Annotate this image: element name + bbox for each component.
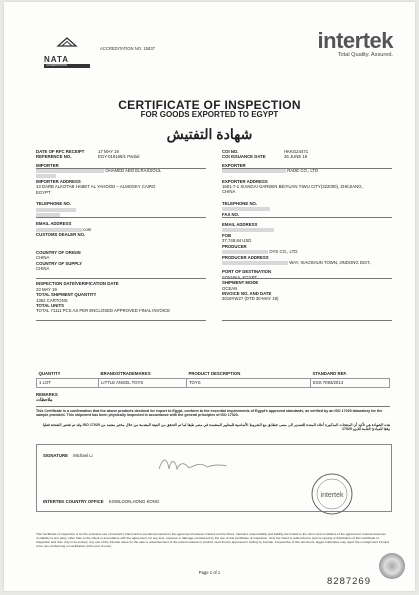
shipment-mode-value: OCEAN bbox=[222, 285, 238, 291]
nata-emblem-icon bbox=[44, 36, 90, 50]
reference-value: EGY-019169/1 Partial bbox=[98, 154, 140, 160]
redacted-block bbox=[36, 208, 76, 212]
customs-dealer-label: CUSTOMS DEALER NO. bbox=[36, 232, 86, 238]
total-qty-label: TOTAL SHIPMENT QUANTITY bbox=[36, 292, 97, 298]
remarks-label: REMARKS bbox=[36, 392, 58, 397]
intertek-wordmark: intertek bbox=[317, 28, 393, 53]
coi-label: COI NO. bbox=[222, 149, 239, 154]
fob-label: FOB bbox=[222, 232, 232, 238]
intertek-tagline: Total Quality. Assured. bbox=[337, 52, 393, 58]
producer-address-label: PRODUCER ADDRESS bbox=[222, 254, 269, 260]
producer-value: OYS CO., LTD. bbox=[269, 249, 299, 255]
redacted-block bbox=[222, 169, 286, 173]
table-header-cell: QUANTITY bbox=[37, 370, 99, 379]
importer-address-label: IMPORTER ADDRESS bbox=[36, 179, 81, 185]
redacted-block bbox=[36, 169, 104, 173]
producer-label: PRODUCER bbox=[222, 243, 247, 249]
divider bbox=[36, 320, 206, 321]
importer-value: OHAMED ABO ELRASSOUL bbox=[105, 168, 162, 174]
divider bbox=[36, 278, 206, 279]
remarks bbox=[36, 392, 58, 403]
certification-statement-arabic: هذه الشهادة هي تأكيد أن المنتجات المذكورة أعلاه المعدة للتصدير الى مصر، تتطابق مع الشروط الأساسية للمعايير المعتمدة في مصر طبقا لما تم التحقق من العينة المقدمة من خلال مختبر معتمد من 17025 ISO وقد تم فحص الشحنة فعليا وفقا للمبادئ العامة للايزو 17020 bbox=[43, 423, 390, 432]
office-row bbox=[43, 499, 159, 504]
nata-sub: ACCREDITATION bbox=[44, 64, 90, 68]
remarks-arabic: ملاحظات bbox=[36, 397, 53, 403]
total-units-value: TOTAL 71111 PCS AS PER ENCLOSED APPROVED FINAL INVOICE bbox=[36, 308, 170, 314]
redacted-block bbox=[36, 174, 56, 178]
email-label-left: EMAIL ADDRESS bbox=[36, 221, 72, 227]
table-cell: 1 LOT bbox=[37, 379, 99, 388]
exporter-country: CHINA bbox=[222, 189, 236, 195]
fob-value: 37,748.84 USD bbox=[222, 238, 252, 244]
date-rfc-label: DATE OF RFC RECEIPT bbox=[36, 149, 85, 154]
table-cell: ESS 7093/2014 bbox=[311, 379, 390, 388]
table-header-cell: BRANDS/TRADEMARKS bbox=[99, 370, 187, 379]
signature-label: SIGNATURE bbox=[43, 453, 68, 458]
product-table bbox=[36, 370, 390, 388]
divider bbox=[222, 168, 392, 169]
importer-label: IMPORTER bbox=[36, 162, 59, 168]
office-label: INTERTEK COUNTRY OFFICE bbox=[43, 499, 104, 504]
nata-logo bbox=[44, 36, 94, 68]
page-number: Page 1 of 1 bbox=[198, 570, 221, 575]
coi-date-value: 26 JUNE 19 bbox=[284, 154, 308, 160]
divider bbox=[36, 168, 206, 169]
left-column bbox=[36, 149, 206, 314]
divider bbox=[36, 217, 206, 218]
port-value: SOKHNA, EGYPT bbox=[222, 274, 258, 280]
divider bbox=[222, 278, 392, 279]
importer-address-value: 13 DARB ALKOTAB HABET AL YAHOOD – ALMOSKY CAIRO bbox=[36, 184, 156, 190]
origin-value: CHINA bbox=[36, 255, 50, 261]
origin-label: COUNTRY OF ORIGIN bbox=[36, 249, 81, 255]
redacted-block bbox=[222, 228, 274, 232]
stamp-text: intertek bbox=[320, 492, 344, 499]
hologram-seal-icon bbox=[379, 553, 405, 579]
telephone-label-right: TELEPHONE NO. bbox=[222, 200, 258, 206]
signature-row bbox=[43, 453, 93, 458]
supply-value: CHINA bbox=[36, 265, 50, 271]
table-cell: TOYS bbox=[187, 379, 311, 388]
inspection-date-label: INSPECTION DATE/VERIFICATION DATE bbox=[36, 281, 119, 287]
table-header-cell: STANDARD REF. bbox=[311, 370, 390, 379]
certificate-title-arabic: شهادة التفتيش bbox=[166, 126, 253, 142]
shipment-mode-label: SHIPMENT MODE bbox=[222, 280, 259, 286]
invoice-label: INVOICE NO. AND DATE bbox=[222, 290, 272, 296]
port-label: PORT OF DESTINATION bbox=[222, 269, 272, 275]
divider bbox=[222, 320, 392, 321]
invoice-value: 2019YW27 (DTD 30-MAY 19) bbox=[222, 296, 279, 302]
table-cell: LITTLE ANGEL TOYS bbox=[99, 379, 187, 388]
exporter-label: EXPORTER bbox=[222, 162, 246, 168]
divider bbox=[222, 217, 392, 218]
nata-text: NATA bbox=[44, 55, 70, 64]
importer-country: EGYPT bbox=[36, 189, 51, 195]
redacted-block bbox=[222, 207, 270, 211]
certificate-subtitle: FOR GOODS EXPORTED TO EGYPT bbox=[140, 110, 279, 119]
email-value-left: .com bbox=[82, 226, 92, 232]
redacted-block bbox=[36, 228, 82, 232]
telephone-label-left: TELEPHONE NO. bbox=[36, 201, 72, 207]
intertek-logo bbox=[318, 30, 393, 58]
table-header-row bbox=[37, 370, 390, 379]
signature-name: Michael Li bbox=[73, 453, 93, 458]
inspection-date-value: 23 MAY 19 bbox=[36, 286, 57, 292]
divider bbox=[36, 406, 390, 407]
date-rfc-value: 17 MAY 19 bbox=[98, 149, 119, 154]
total-units-label: TOTAL UNITS bbox=[36, 302, 64, 308]
office-value: KOWLOON,HONG KONG bbox=[108, 499, 160, 504]
total-qty-value: 1362 CARTONS bbox=[36, 297, 68, 303]
handwritten-signature bbox=[155, 453, 245, 475]
serial-number: 8287269 bbox=[327, 576, 371, 587]
table-header-cell: PRODUCT DESCRIPTION bbox=[187, 370, 311, 379]
coi-date-label: COI ISSUANCE DATE bbox=[222, 154, 266, 160]
table-row bbox=[37, 379, 390, 388]
exporter-value: RADE CO., LTD bbox=[287, 168, 319, 174]
exporter-address-value: 1601-7-1 XIANGAI GARDEN BEIYUAN YIWU CITY(322000), ZHEJIANG, bbox=[222, 184, 363, 190]
fax-label: FAX NO. bbox=[222, 211, 240, 217]
certification-statement: This Certificate is a confirmation that the above products destined for export to Egypt, conform to the essential requirements of Egypt's approved standards, as verified by an ISO 17025 laboratory for the sample provided. This shipment has been physically inspected in accordance with the general principles of ISO 17020. bbox=[36, 409, 383, 418]
redacted-block bbox=[222, 261, 288, 265]
exporter-address-label: EXPORTER ADDRESS bbox=[222, 178, 268, 184]
email-label-right: EMAIL ADDRESS bbox=[222, 222, 258, 228]
coi-value: HKKG24471 bbox=[284, 149, 309, 154]
certificate-title: CERTIFICATE OF INSPECTION bbox=[118, 98, 301, 112]
supply-label: COUNTRY OF SUPPLY bbox=[36, 260, 83, 266]
header bbox=[4, 2, 415, 97]
redacted-block bbox=[222, 250, 268, 254]
certificate-page bbox=[4, 2, 415, 591]
reference-label: REFERENCE NO. bbox=[36, 154, 72, 160]
disclaimer: This Certificate of Inspection is for the exclusive use of Intertek's Client and is provided pursuant to the agreement between Intertek and its Client. Intertek's responsibility and liability are limited to the terms and conditions of the agreement. Intertek assumes no liability to any party, other than to the Client in accordance with the agreement, for any loss, expense or damage occasioned by the use of this Certificate of Inspection. Only the Client is authorized to permit copying or distribution of this Certificate of Inspection and then only in its entirety. Any use of the Intertek name for the sale or advertisement of the tested material or product must first be approved in writing by Intertek. Irrespective of this document, Egypt Authorities may reject the consignment if found to be non-conforming on verification at the port of entry. bbox=[36, 532, 389, 548]
intertek-seal-stamp bbox=[310, 472, 354, 516]
accreditation-number: ACCREDITATION NO. 15837 bbox=[100, 46, 155, 51]
producer-address-value: WAY, XIAOSHUN TOWN, JINDONG DIST., bbox=[289, 259, 372, 265]
